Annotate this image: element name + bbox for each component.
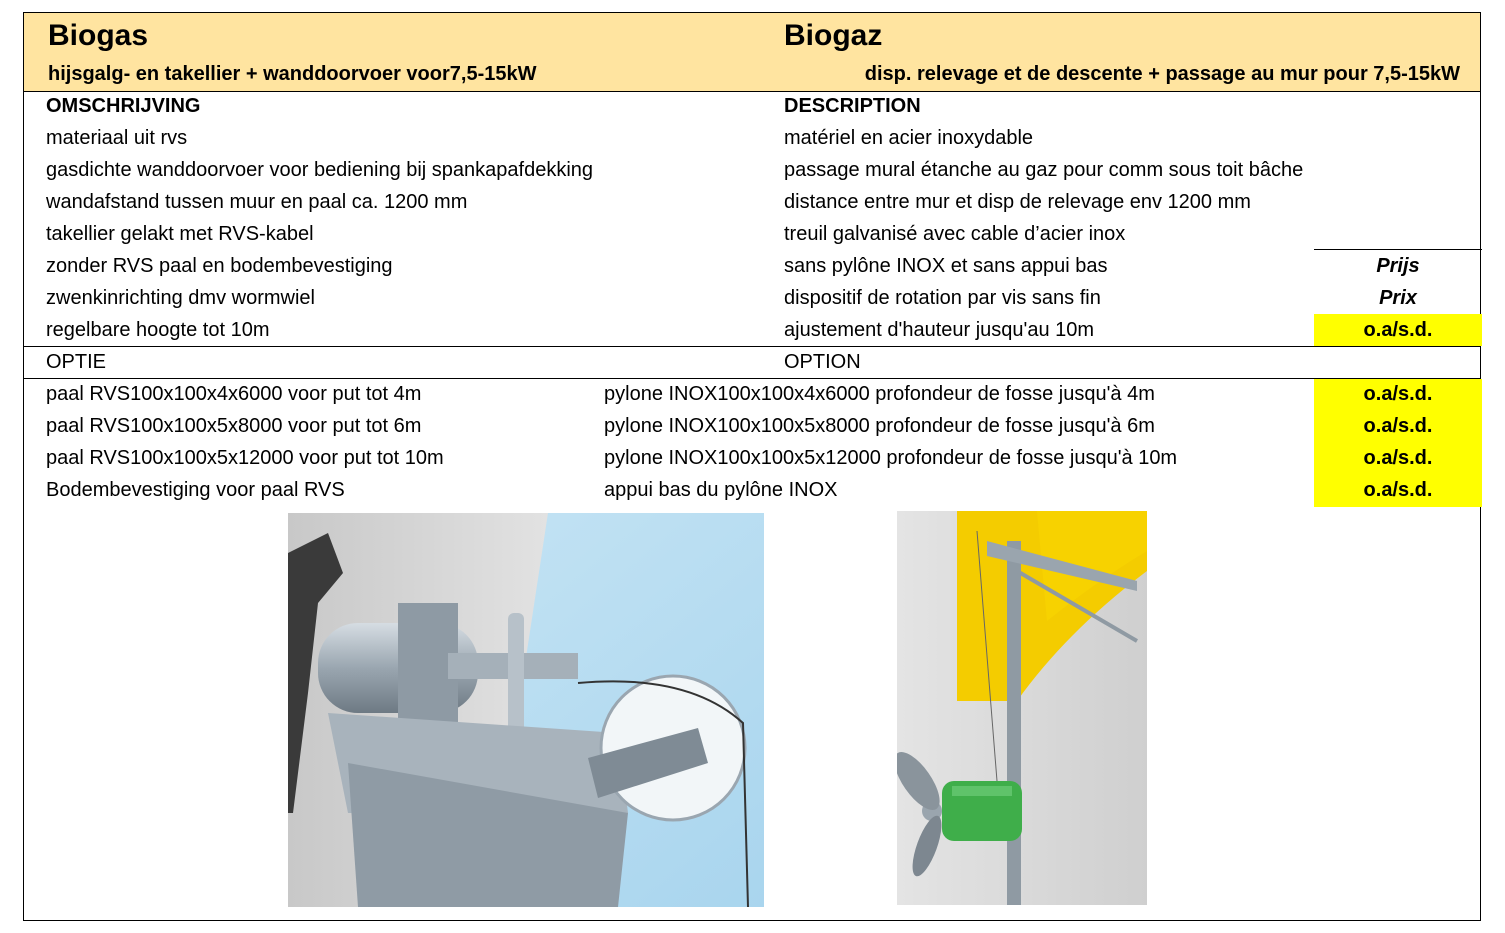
subtitle-nl: hijsgalg- en takellier + wanddoorvoer voor7,5-15kW xyxy=(48,63,537,85)
price-value: o.a/s.d. xyxy=(1363,319,1433,341)
section-divider xyxy=(24,346,1480,347)
section-divider xyxy=(24,378,1480,379)
option-price: o.a/s.d. xyxy=(1363,479,1433,501)
option-row-fr: appui bas du pylône INOX xyxy=(604,479,838,501)
description-row-nl: zonder RVS paal en bodembevestiging xyxy=(46,255,393,277)
option-row-nl: Bodembevestiging voor paal RVS xyxy=(46,479,345,501)
description-row-fr: sans pylône INOX et sans appui bas xyxy=(784,255,1108,277)
header-band xyxy=(24,13,1480,92)
description-heading-nl: OMSCHRIJVING xyxy=(46,95,201,117)
option-row-nl: paal RVS100x100x4x6000 voor put tot 4m xyxy=(46,383,422,405)
mixer-photo xyxy=(897,511,1147,905)
price-column-rule xyxy=(1314,249,1482,250)
title-fr: Biogaz xyxy=(784,19,883,52)
description-row-fr: matériel en acier inoxydable xyxy=(784,127,1034,149)
option-row-fr: pylone INOX100x100x5x12000 profondeur de fosse jusqu'à 10m xyxy=(604,447,1178,469)
option-row-nl: paal RVS100x100x5x8000 voor put tot 6m xyxy=(46,415,422,437)
options-heading-nl: OPTIE xyxy=(46,351,107,373)
option-row-nl: paal RVS100x100x5x12000 voor put tot 10m xyxy=(46,447,444,469)
description-row-nl: zwenkinrichting dmv wormwiel xyxy=(46,287,315,309)
description-row-fr: distance entre mur et disp de relevage env 1200 mm xyxy=(784,191,1251,213)
description-row-nl: gasdichte wanddoorvoer voor bediening bij spankapafdekking xyxy=(46,159,594,181)
description-row-fr: ajustement d'hauteur jusqu'au 10m xyxy=(784,319,1095,341)
options-heading-fr: OPTION xyxy=(784,351,861,373)
option-row-fr: pylone INOX100x100x4x6000 profondeur de fosse jusqu'à 4m xyxy=(604,383,1155,405)
price-label-nl: Prijs xyxy=(1376,255,1420,277)
price-label-fr: Prix xyxy=(1379,287,1417,309)
description-heading-fr: DESCRIPTION xyxy=(784,95,921,117)
title-nl: Biogas xyxy=(48,19,149,52)
subtitle-fr: disp. relevage et de descente + passage au mur pour 7,5-15kW xyxy=(864,63,1460,85)
description-row-nl: wandafstand tussen muur en paal ca. 1200 mm xyxy=(46,191,468,213)
option-row-fr: pylone INOX100x100x5x8000 profondeur de fosse jusqu'à 6m xyxy=(604,415,1155,437)
description-row-nl: regelbare hoogte tot 10m xyxy=(46,319,270,341)
description-row-fr: passage mural étanche au gaz pour comm sous toit bâche xyxy=(784,159,1304,181)
product-sheet xyxy=(23,12,1481,921)
winch-photo xyxy=(288,513,764,907)
option-price: o.a/s.d. xyxy=(1363,383,1433,405)
option-price: o.a/s.d. xyxy=(1363,415,1433,437)
description-row-fr: dispositif de rotation par vis sans fin xyxy=(784,287,1101,309)
description-row-fr: treuil galvanisé avec cable d’acier inox xyxy=(784,223,1126,245)
description-row-nl: takellier gelakt met RVS-kabel xyxy=(46,223,314,245)
option-price: o.a/s.d. xyxy=(1363,447,1433,469)
description-row-nl: materiaal uit rvs xyxy=(46,127,188,149)
